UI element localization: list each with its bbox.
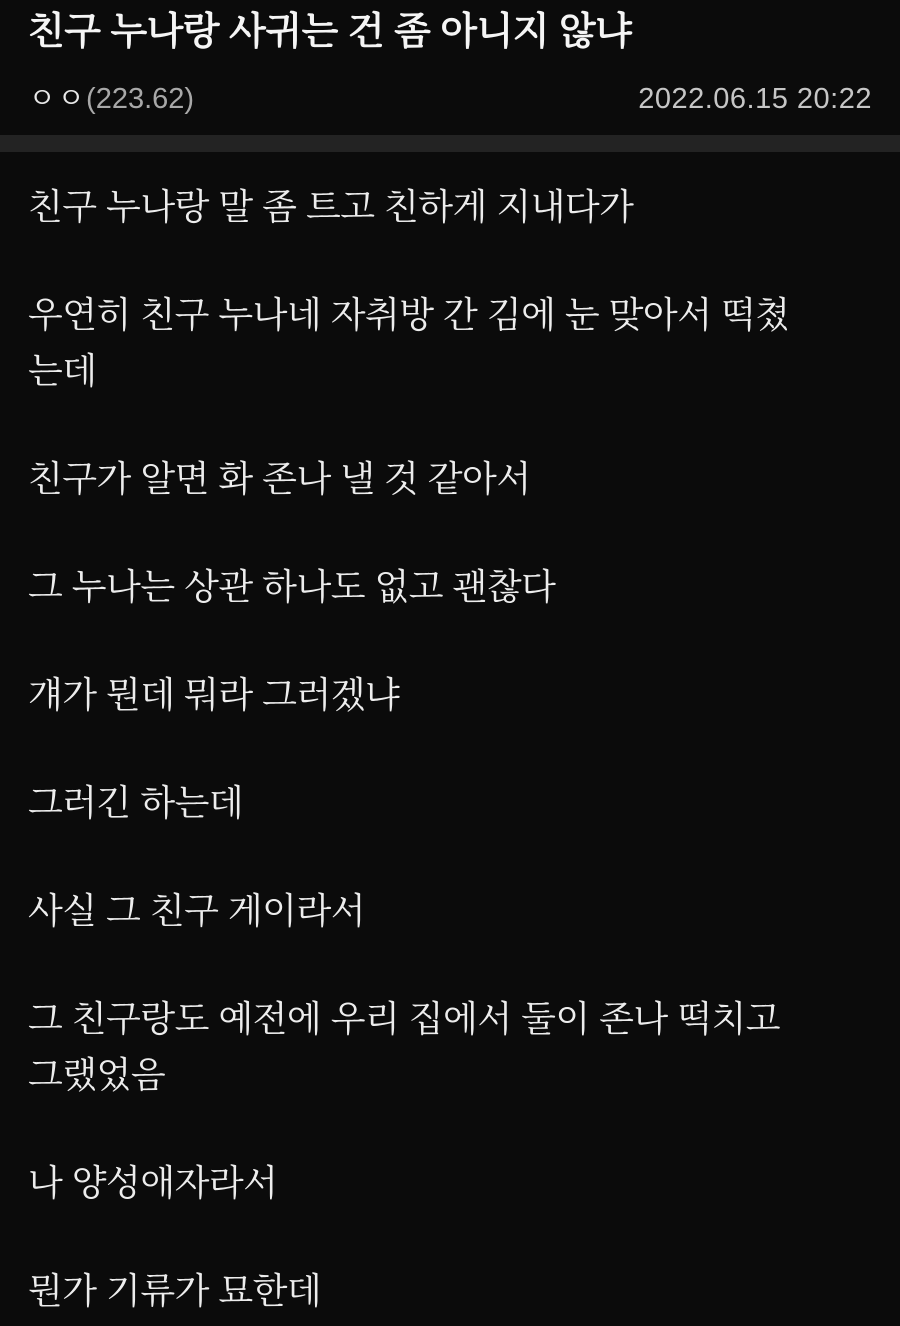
post-line: 그랬었음 [28, 1054, 166, 1095]
post-paragraph [28, 1155, 872, 1211]
post-line: 그러긴 하는데 [28, 782, 244, 823]
header-body-divider [0, 135, 900, 152]
post-author[interactable] [28, 82, 194, 116]
post-paragraph [28, 179, 872, 235]
post-paragraph [28, 883, 872, 939]
post-line: 걔가 뭔데 뭐라 그러겠냐 [28, 674, 400, 715]
post-line: 친구 누나랑 말 좀 트고 친하게 지내다가 [28, 186, 634, 227]
post-paragraph [28, 991, 872, 1103]
post-line: 나 양성애자라서 [28, 1162, 278, 1203]
post-paragraph [28, 667, 872, 723]
post-line: 그 친구랑도 예전에 우리 집에서 둘이 존나 떡치고 [28, 998, 781, 1039]
post-title: 친구 누나랑 사귀는 건 좀 아니지 않냐 [28, 11, 632, 53]
post-meta-row [28, 82, 872, 116]
author-ip: (223.62) [86, 83, 195, 115]
author-nickname: ㅇㅇ [28, 83, 87, 115]
post-line: 뭔가 기류가 묘한데 [28, 1270, 322, 1311]
post-paragraph [28, 451, 872, 507]
post-paragraph [28, 775, 872, 831]
post-date: 2022.06.15 20:22 [638, 83, 872, 115]
post-line: 사실 그 친구 게이라서 [28, 890, 365, 931]
post-paragraph [28, 287, 872, 399]
post-paragraph [28, 1263, 872, 1319]
post-line: 그 누나는 상관 하나도 없고 괜찮다 [28, 566, 556, 607]
post-line: 우연히 친구 누나네 자취방 간 김에 눈 맞아서 떡쳤 [28, 294, 790, 335]
post-body [0, 152, 900, 1319]
post-header [0, 0, 900, 116]
post-paragraph [28, 559, 872, 615]
post-line: 는데 [28, 350, 97, 391]
post-line: 친구가 알면 화 존나 낼 것 같아서 [28, 458, 531, 499]
